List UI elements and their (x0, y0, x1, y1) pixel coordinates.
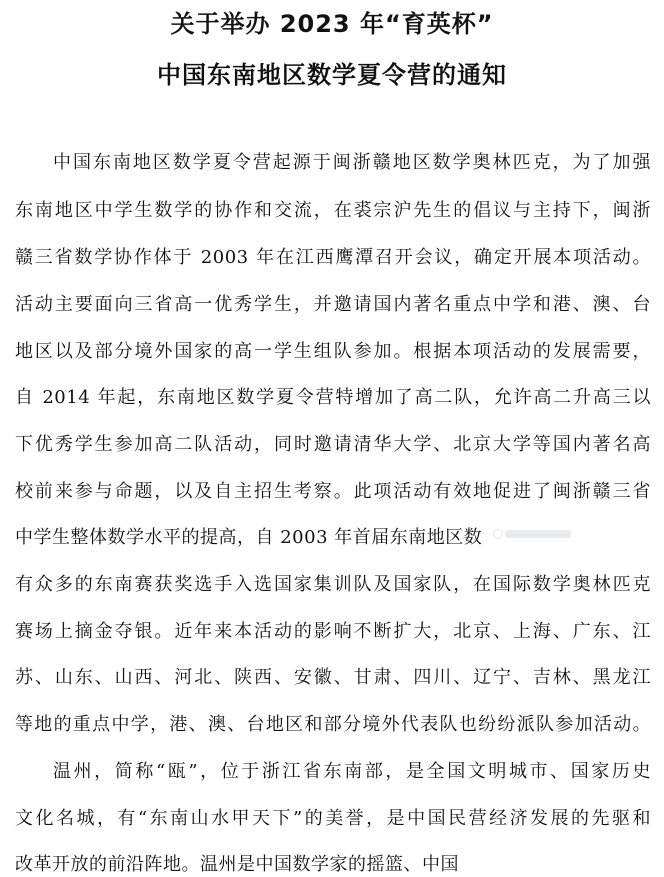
paragraph-2-line: 改革开放的前沿阵地。温州是中国数学家的摇篮、中国 (15, 854, 459, 875)
paragraph-2-line: 文化名城，有“东南山水甲天下”的美誉，是中国民营经济发展的先驱和 (15, 808, 651, 829)
paragraph-1-line: 活动主要面向三省高一优秀学生，并邀请国内著名重点中学和港、澳、台 (15, 294, 651, 315)
paragraph-1-line: 自 2014 年起，东南地区数学夏令营特增加了高二队，允许高二升高三以 (15, 387, 651, 408)
paragraph-1-line: 中学生整体数学水平的提高，自 2003 年首届东南地区数 (15, 527, 483, 548)
paragraph-1-line: 校前来参与命题，以及自主招生考察。此项活动有效地促进了闽浙赣三省 (15, 481, 651, 502)
paragraph-1-line: 下优秀学生参加高二队活动，同时邀请清华大学、北京大学等国内著名高 (15, 434, 651, 455)
paragraph-1-line: 东南地区中学生数学的协作和交流，在裘宗沪先生的倡议与主持下，闽浙 (15, 200, 651, 221)
paragraph-1-line: 赛场上摘金夺银。近年来本活动的影响不断扩大，北京、上海、广东、江 (15, 621, 651, 642)
paragraph-1-line: 苏、山东、山西、河北、陕西、安徽、甘肃、四川、辽宁、吉林、黑龙江 (15, 667, 651, 688)
paragraph-1-line: 赣三省数学协作体于 2003 年在江西鹰潭召开会议，确定开展本项活动。 (15, 247, 651, 268)
watermark-bar (505, 530, 571, 538)
paragraph-1-line: 等地的重点中学，港、澳、台地区和部分境外代表队也纷纷派队参加活动。 (15, 714, 651, 735)
paragraph-1-line: 地区以及部分境外国家的高一学生组队参加。根据本项活动的发展需要， (15, 341, 651, 362)
paragraph-1-line: 中国东南地区数学夏令营起源于闽浙赣地区数学奥林匹克，为了加强 (53, 152, 651, 173)
notice-title-line-2: 中国东南地区数学夏令营的通知 (157, 61, 507, 89)
notice-title-line-1: 关于举办 2023 年“育英杯” (170, 10, 494, 38)
watermark-overlay (493, 526, 573, 542)
paragraph-2-line: 温州，简称“瓯”，位于浙江省东南部，是全国文明城市、国家历史 (53, 761, 651, 782)
paragraph-1-line: 有众多的东南赛获奖选手入选国家集训队及国家队，在国际数学奥林匹克 (15, 574, 651, 595)
